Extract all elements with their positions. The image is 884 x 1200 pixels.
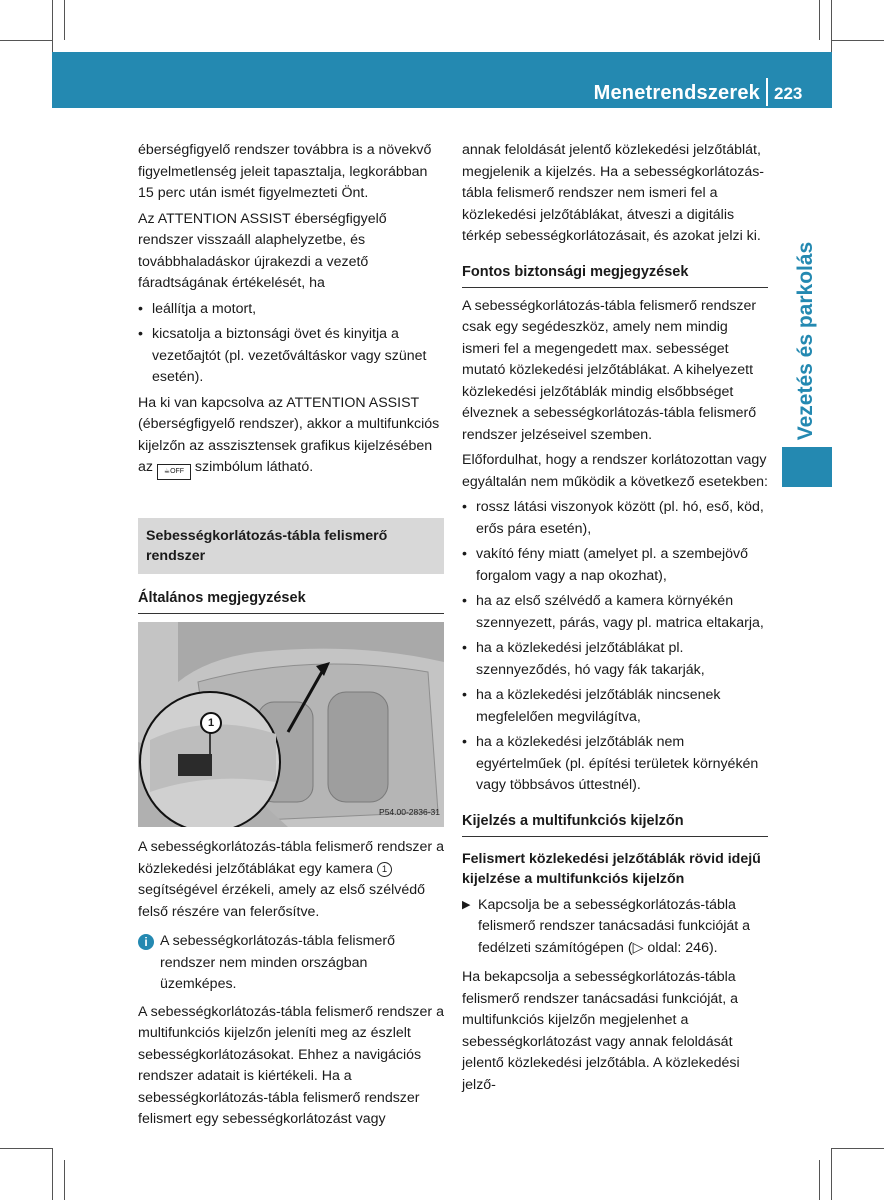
- crop-mark: [819, 0, 820, 40]
- crop-mark: [832, 40, 884, 41]
- subsection-heading: Fontos biztonsági megjegyzések: [462, 262, 768, 288]
- paragraph-text: A sebességkorlátozás-tábla felismerő rendszer a közlekedési jelzőtáblákat egy kamera: [138, 839, 444, 877]
- list-item: • ha az első szélvédő a kamera környékén szennyezett, párás, vagy pl. matrica eltakarja,: [462, 591, 768, 634]
- paragraph: A sebességkorlátozás-tábla felismerő rendszer a multifunkciós kijelzőn jeleníti meg az észlelt sebességkorlátozásokat. Ehhez a navigációs rendszer adatait is kiértékeli. Ha a sebességkorlátozás-tábla felismerő rendszer felismert egy sebességkorlátozást vagy: [138, 1003, 444, 1127]
- crop-mark: [0, 1148, 52, 1149]
- subsection-heading: Általános megjegyzések: [138, 588, 444, 614]
- car-interior-illustration: [138, 622, 444, 827]
- right-column: [462, 140, 768, 1100]
- list-item: • ha a közlekedési jelzőtáblák nem egyértelműek (pl. építési területek környékén vagy többsávos úttestnél).: [462, 732, 768, 797]
- paragraph: annak feloldását jelentő közlekedési jelzőtáblát, megjelenik a kijelzés. Ha a sebességkorlátozás-tábla felismerő rendszer nem ismeri fel a közlekedési jelzőtáblákat, átveszi a digitális térkép sebességkorlátozásait, és azokat jelzi ki.: [462, 142, 765, 244]
- figure-code: P54.00-2836-31: [379, 806, 440, 817]
- paragraph-text: szimbólum látható.: [194, 459, 314, 475]
- list-item: • kicsatolja a biztonsági övet és kinyitja a vezetőajtót (pl. vezetőváltáskor vagy szünet esetén).: [138, 324, 444, 389]
- side-tab-marker: [782, 447, 832, 487]
- chapter-title: Menetrendszerek: [593, 82, 760, 104]
- subsection-heading: Kijelzés a multifunkciós kijelzőn: [462, 811, 768, 837]
- page-number: 223: [774, 84, 803, 103]
- side-tab: [780, 236, 832, 446]
- crop-mark: [0, 40, 52, 41]
- side-tab-label: Vezetés és parkolás: [794, 241, 817, 441]
- paragraph: [138, 393, 444, 481]
- crop-mark: [832, 1148, 884, 1149]
- paragraph: Ha bekapcsolja a sebességkorlátozás-tábla felismerő rendszer tanácsadási funkcióját, a multifunkciós kijelzőn megjelenhet a sebességkorlátozást vagy annak feloldását jelentő közlekedési jelzőtábla. A közlekedési jelző-: [462, 969, 740, 1093]
- instruction-step: ▶ Kapcsolja be a sebességkorlátozás-tábla felismerő rendszer tanácsadási funkcióját a fedélzeti számítógépen (▷ oldal: 246).: [462, 895, 768, 960]
- paragraph-text: Ha ki van kapcsolva az ATTENTION ASSIST (éberségfigyelő rendszer), akkor a multifunkciós kijelzőn az asszisztensek grafikus kijelzésében az: [138, 394, 440, 475]
- paragraph: A sebességkorlátozás-tábla felismerő rendszer csak egy segédeszköz, amely nem mindig ismeri fel a megengedett max. sebességet mutató közlekedési jelzőtáblákat. A kihelyezett közlekedési jelzőtáblák mindig elsőbbséget élveznek a sebességkorlátozás-tábla felismerő rendszer jelzéseivel szemben.: [462, 297, 757, 443]
- crop-mark: [52, 0, 53, 52]
- attention-assist-off-icon: ☕OFF: [157, 464, 191, 480]
- info-note-text: A sebességkorlátozás-tábla felismerő rendszer nem minden országban üzemképes.: [160, 933, 396, 992]
- left-column: [138, 140, 444, 1135]
- minor-heading: Felismert közlekedési jelzőtáblák rövid idejű kijelzése a multifunkciós kijelzőn: [462, 850, 761, 887]
- list-item: • leállítja a motort,: [138, 299, 444, 321]
- list-item: • ha a közlekedési jelzőtáblákat pl. szennyeződés, hó vagy fák takarják,: [462, 638, 768, 681]
- list-item: • rossz látási viszonyok között (pl. hó, eső, köd, erős pára esetén),: [462, 497, 768, 540]
- crop-mark: [52, 1148, 53, 1200]
- paragraph: Az ATTENTION ASSIST éberségfigyelő rendszer visszaáll alaphelyzetbe, és továbbhaladáskor újrakezdi a vezető fáradtságának értékelését, ha: [138, 210, 387, 291]
- list-item: • vakító fény miatt (amelyet pl. a szembejövő forgalom vagy a nap okozhat),: [462, 544, 768, 587]
- callout-marker: 1: [377, 862, 392, 877]
- crop-mark: [831, 1148, 832, 1200]
- info-icon: i: [138, 934, 154, 950]
- crop-mark: [64, 1160, 65, 1200]
- crop-mark: [819, 1160, 820, 1200]
- paragraph: [138, 837, 444, 923]
- crop-mark: [64, 0, 65, 40]
- crop-mark: [831, 0, 832, 52]
- windscreen-camera-figure: [138, 622, 444, 827]
- paragraph-text: segítségével érzékeli, amely az első szélvédő felső részére van felerősítve.: [138, 882, 426, 920]
- info-note: [138, 931, 444, 996]
- header-divider: [766, 78, 768, 106]
- section-title: Sebességkorlátozás-tábla felismerő rendszer: [138, 518, 444, 574]
- list-item: • ha a közlekedési jelzőtáblák nincsenek megfelelően megvilágítva,: [462, 685, 768, 728]
- paragraph: Előfordulhat, hogy a rendszer korlátozottan vagy egyáltalán nem működik a következő esetekben:: [462, 452, 769, 490]
- figure-callout-marker: 1: [200, 712, 222, 734]
- paragraph: éberségfigyelő rendszer továbbra is a növekvő figyelmetlenség jeleit tapasztalja, legkorábban 15 perc után ismét figyelmezteti Önt.: [138, 142, 432, 201]
